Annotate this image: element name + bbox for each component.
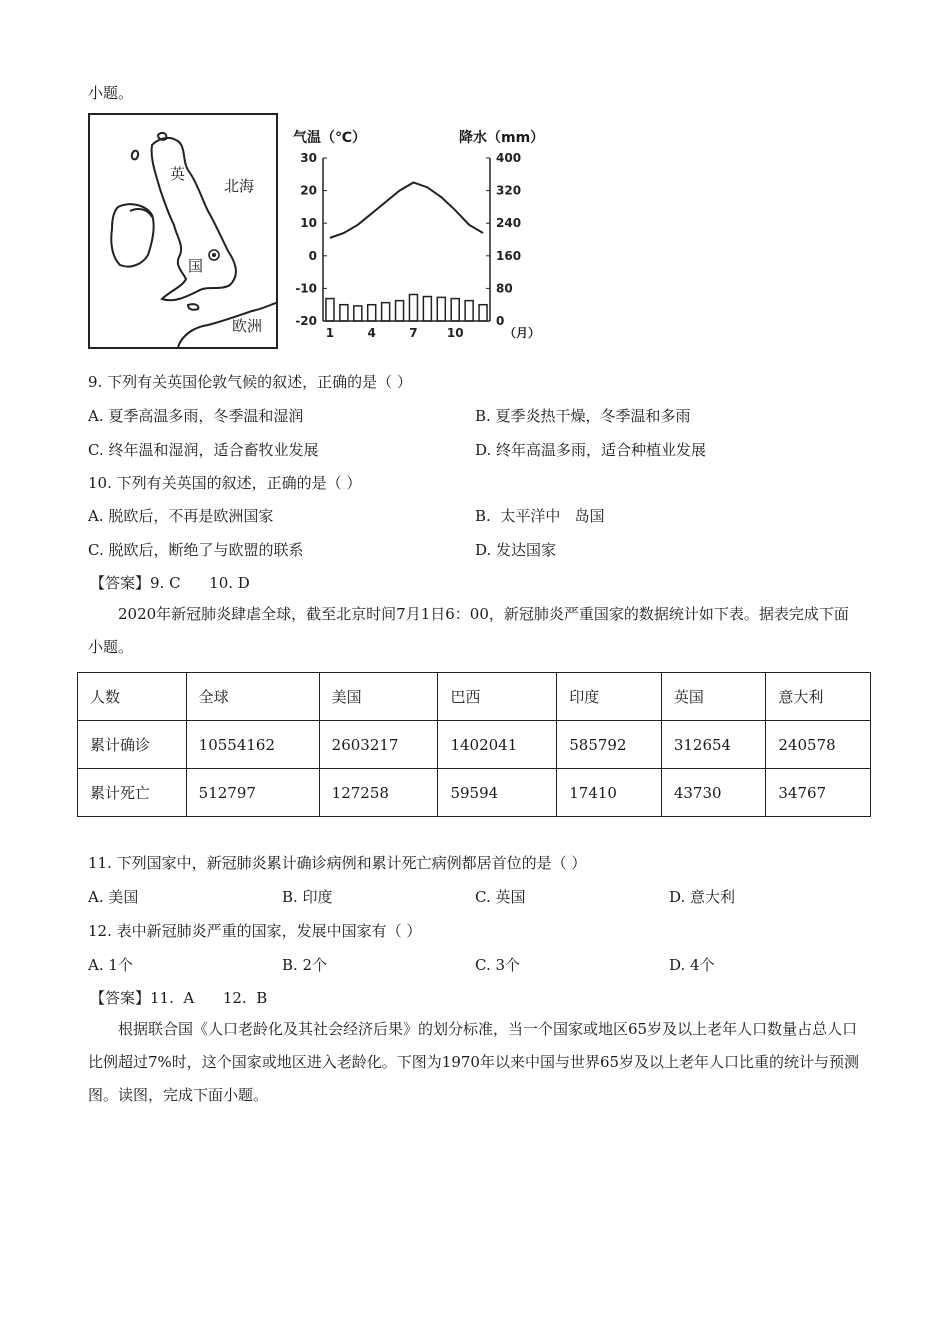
table-cell: 累计死亡 xyxy=(78,769,187,817)
precip-axis-title: 降水（mm） xyxy=(459,130,545,146)
month-tick-label: 1 xyxy=(325,326,335,340)
q11-option-b: B. 印度 xyxy=(282,888,333,906)
table-cell: 人数 xyxy=(78,673,187,721)
q9-stem: 9. 下列有关英国伦敦气候的叙述，正确的是（ ） xyxy=(88,373,412,391)
q11-option-d: D. 意大利 xyxy=(669,888,736,906)
precip-bar xyxy=(465,301,473,321)
table-cell: 585792 xyxy=(557,721,662,769)
q12-option-c: C. 3个 xyxy=(475,956,521,974)
precip-bar xyxy=(479,305,487,321)
temp-tick-label: 30 xyxy=(300,151,317,165)
table-cell: 意大利 xyxy=(766,673,871,721)
precip-bar xyxy=(451,299,459,321)
temp-axis-title: 气温（℃） xyxy=(293,130,366,146)
q11-option-a: A. 美国 xyxy=(88,888,139,906)
precip-tick-label: 400 xyxy=(496,151,522,165)
q10-stem: 10. 下列有关英国的叙述，正确的是（ ） xyxy=(88,474,362,492)
uk-map-drawing xyxy=(90,115,276,347)
q12-stem: 12. 表中新冠肺炎严重的国家，发展中国家有（ ） xyxy=(88,922,422,940)
q9-option-c: C. 终年温和湿润，适合畜牧业发展 xyxy=(88,441,319,459)
q10-option-a: A. 脱欧后，不再是欧洲国家 xyxy=(88,507,274,525)
precip-tick-label: 240 xyxy=(496,216,522,231)
answer-11-12: 【答案】11. A 12. B xyxy=(90,989,268,1007)
precip-bar xyxy=(340,305,348,321)
table-header-row xyxy=(78,673,871,721)
table-cell: 印度 xyxy=(557,673,662,721)
table-cell: 全球 xyxy=(186,673,319,721)
temp-line xyxy=(330,182,483,237)
map-label-europe: 欧洲 xyxy=(232,317,263,335)
table-cell: 1402041 xyxy=(438,721,557,769)
precip-tick-label: 0 xyxy=(496,314,505,328)
intro-tail: 小题。 xyxy=(88,84,134,102)
precip-tick-label: 80 xyxy=(496,281,513,296)
q9-option-a: A. 夏季高温多雨，冬季温和湿润 xyxy=(88,407,304,425)
temp-tick-label: 0 xyxy=(308,248,317,263)
precip-bar xyxy=(437,297,445,321)
table-cell: 59594 xyxy=(438,769,557,817)
temp-tick-label: -10 xyxy=(295,281,317,296)
precip-bar xyxy=(409,295,417,321)
precip-bar xyxy=(368,305,376,321)
table-cell: 巴西 xyxy=(438,673,557,721)
q12-option-a: A. 1个 xyxy=(88,956,133,974)
month-tick-label: 4 xyxy=(367,326,376,340)
temp-tick-label: 10 xyxy=(300,216,317,231)
table-cell: 34767 xyxy=(766,769,871,817)
temp-tick-label: -20 xyxy=(295,314,317,328)
month-axis-label: （月） xyxy=(504,326,541,340)
table-cell: 43730 xyxy=(661,769,766,817)
q11-stem: 11. 下列国家中，新冠肺炎累计确诊病例和累计死亡病例都居首位的是（ ） xyxy=(88,854,587,872)
q10-option-d: D. 发达国家 xyxy=(475,541,557,559)
table-cell: 英国 xyxy=(661,673,766,721)
table-cell: 240578 xyxy=(766,721,871,769)
precip-bar xyxy=(382,303,390,321)
table-cell: 10554162 xyxy=(186,721,319,769)
q11-option-c: C. 英国 xyxy=(475,888,526,906)
temp-tick-label: 20 xyxy=(300,183,317,198)
q12-option-d: D. 4个 xyxy=(669,956,715,974)
map-label-uk-2: 国 xyxy=(188,257,204,275)
table-row xyxy=(78,721,871,769)
precip-tick-label: 160 xyxy=(496,248,522,263)
q9-option-d: D. 终年高温多雨，适合种植业发展 xyxy=(475,441,707,459)
table-cell: 512797 xyxy=(186,769,319,817)
climate-plot xyxy=(285,125,550,350)
q10-option-c: C. 脱欧后，断绝了与欧盟的联系 xyxy=(88,541,304,559)
table-cell: 312654 xyxy=(661,721,766,769)
table-row xyxy=(78,769,871,817)
uk-location-map xyxy=(88,113,278,349)
q10-option-b: B. 太平洋中 岛国 xyxy=(475,507,605,525)
month-tick-label: 7 xyxy=(409,326,418,340)
q12-option-b: B. 2个 xyxy=(282,956,328,974)
passage-covid: 2020年新冠肺炎肆虐全球，截至北京时间7月1日6：00，新冠肺炎严重国家的数据统计如下表。据表完成下面小题。 xyxy=(88,605,849,656)
table-cell: 17410 xyxy=(557,769,662,817)
covid-data-table xyxy=(77,672,871,817)
passage-aging: 根据联合国《人口老龄化及其社会经济后果》的划分标准，当一个国家或地区65岁及以上老年人口数量占总人口比例超过7%时，这个国家或地区进入老龄化。下图为1970年以来中国与世界65岁及以上老年人口比重的统计与预测图。读图，完成下面小题。 xyxy=(88,1020,860,1104)
precip-bar xyxy=(326,299,334,321)
map-label-north-sea: 北海 xyxy=(224,177,255,195)
precip-bar xyxy=(396,301,404,321)
precip-tick-label: 320 xyxy=(496,183,522,198)
q9-option-b: B. 夏季炎热干燥，冬季温和多雨 xyxy=(475,407,691,425)
precip-bar xyxy=(354,306,362,321)
table-cell: 美国 xyxy=(319,673,438,721)
answer-9-10: 【答案】9. C 10. D xyxy=(90,574,250,592)
map-label-uk-1: 英 xyxy=(170,165,186,183)
table-cell: 127258 xyxy=(319,769,438,817)
table-cell: 累计确诊 xyxy=(78,721,187,769)
climate-chart xyxy=(285,125,550,350)
month-tick-label: 10 xyxy=(446,326,464,340)
precip-bar xyxy=(423,297,431,321)
table-cell: 2603217 xyxy=(319,721,438,769)
